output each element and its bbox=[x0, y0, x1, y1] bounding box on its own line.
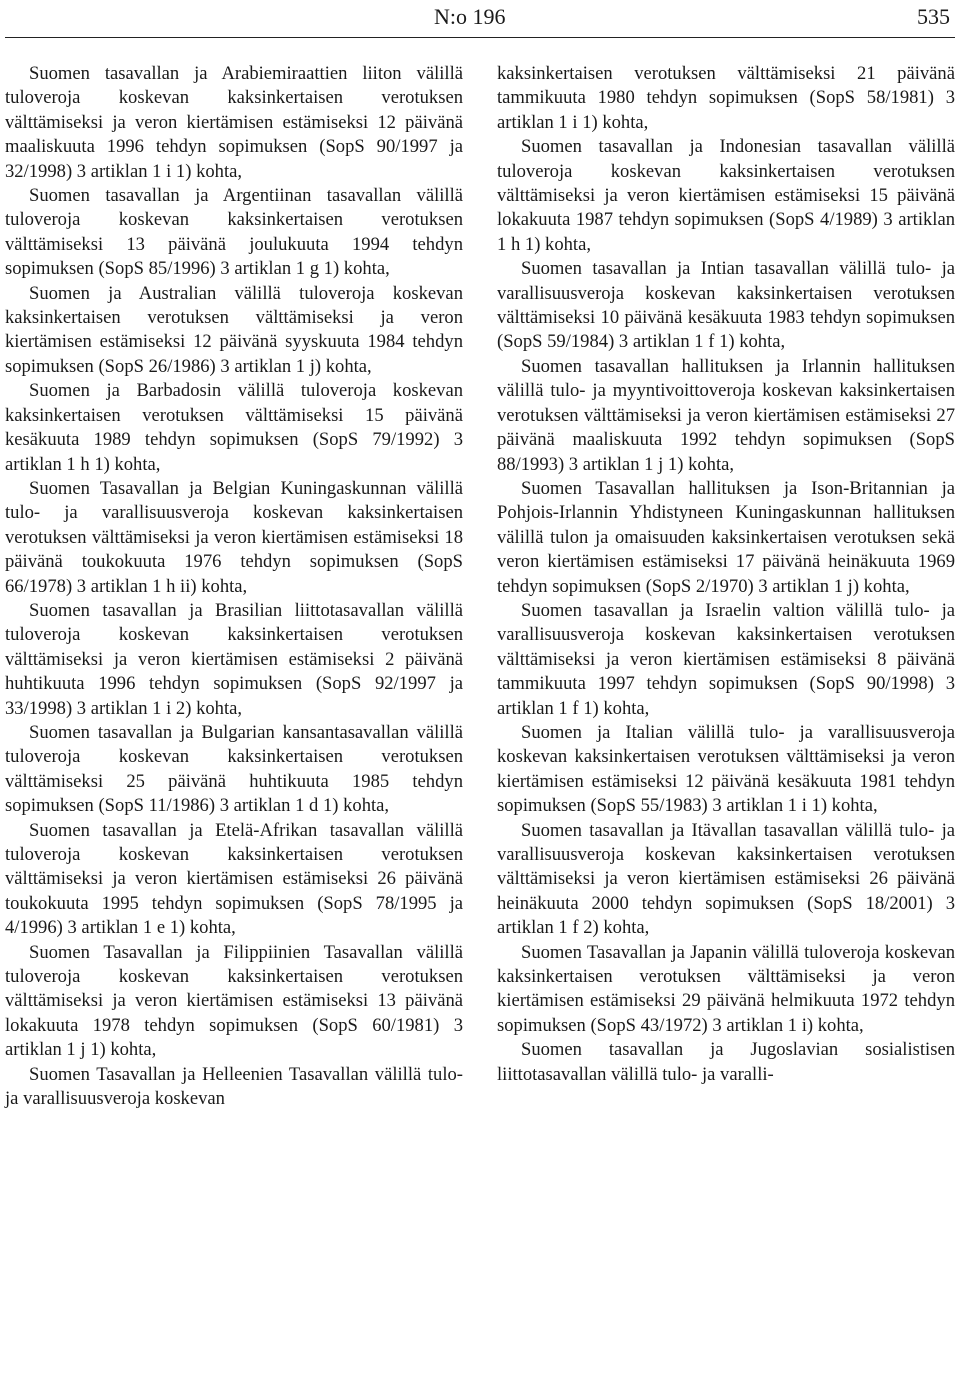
issue-number: N:o 196 bbox=[434, 4, 506, 29]
treaty-clause: Suomen tasavallan hallituksen ja Irlannin hallituksen välillä tulo- ja myyntivoittoveroja koskevan kaksinkertaisen verotuksen välttämiseksi ja veron kiertämisen estämiseksi 27 päivänä maaliskuuta 1992 tehdyn sopimuksen (SopS 88/1993) 3 artiklan 1 j 1) kohta, bbox=[497, 355, 955, 475]
treaty-clause: Suomen Tasavallan hallituksen ja Ison-Britannian ja Pohjois-Irlannin Yhdistyneen Kuningaskunnan hallituksen välillä tulon ja omaisuuden kaksinkertaisen verotuksen sekä veron kiertämisen estämiseksi 17 päivänä heinäkuuta 1969 tehdyn sopimuksen (SopS 2/1970) 3 artiklan 1 j) kohta, bbox=[497, 477, 955, 597]
running-header bbox=[0, 0, 960, 40]
header-rule bbox=[5, 37, 955, 38]
left-column bbox=[5, 62, 463, 1111]
treaty-clause: Suomen ja Barbadosin välillä tuloveroja koskevan kaksinkertaisen verotuksen välttämiseksi 15 päivänä kesäkuuta 1989 tehdyn sopimuksen (SopS 79/1992) 3 artiklan 1 h 1) kohta, bbox=[5, 380, 463, 475]
treaty-clause: Suomen tasavallan ja Indonesian tasavallan välillä tuloveroja koskevan kaksinkertaisen verotuksen välttämiseksi ja veron kiertämisen estämiseksi 15 päivänä lokakuuta 1987 tehdyn sopimuksen (SopS 4/1989) 3 artiklan 1 h 1) kohta, bbox=[497, 136, 955, 255]
treaty-clause: Suomen Tasavallan ja Belgian Kuningaskunnan välillä tulo- ja varallisuusveroja koskevan kaksinkertaisen verotuksen välttämiseksi ja veron kiertämisen estämiseksi 18 päivänä toukokuuta 1976 tehdyn sopimuksen (SopS 66/1978) 3 artiklan 1 h ii) kohta, bbox=[5, 477, 463, 597]
treaty-clause: Suomen tasavallan ja Bulgarian kansantasavallan välillä tuloveroja koskevan kaksinkertaisen verotuksen välttämiseksi 25 päivänä huhtikuuta 1985 tehdyn sopimuksen (SopS 11/1986) 3 artiklan 1 d 1) kohta, bbox=[5, 721, 463, 817]
treaty-clause: Suomen tasavallan ja Jugoslavian sosialistisen liittotasavallan välillä tulo- ja varalli- bbox=[497, 1039, 955, 1085]
page-number: 535 bbox=[917, 4, 950, 29]
right-column bbox=[497, 62, 955, 1087]
treaty-clause: Suomen ja Italian välillä tulo- ja varallisuusveroja koskevan kaksinkertaisen verotuksen välttämiseksi ja veron kiertämisen estämiseksi 12 päivänä kesäkuuta 1981 tehdyn sopimuksen (SopS 55/1983) 3 artiklan 1 i 1) kohta, bbox=[497, 721, 955, 817]
treaty-clause: Suomen tasavallan ja Itävallan tasavallan välillä tulo- ja varallisuusveroja koskevan kaksinkertaisen verotuksen välttämiseksi ja veron kiertämisen estämiseksi 26 päivänä heinäkuuta 2000 tehdyn sopimuksen (SopS 18/2001) 3 artiklan 1 f 2) kohta, bbox=[497, 819, 955, 939]
treaty-clause-continuation: kaksinkertaisen verotuksen välttämiseksi 21 päivänä tammikuuta 1980 tehdyn sopimuksen (SopS 58/1981) 3 artiklan 1 i 1) kohta, bbox=[497, 63, 955, 133]
treaty-clause: Suomen Tasavallan ja Filippiinien Tasavallan välillä tuloveroja koskevan kaksinkertaisen verotuksen välttämiseksi ja veron kiertämisen estämiseksi 13 päivänä lokakuuta 1978 tehdyn sopimuksen (SopS 60/1981) 3 artiklan 1 j 1) kohta, bbox=[5, 941, 463, 1061]
treaty-clause: Suomen tasavallan ja Argentiinan tasavallan välillä tuloveroja koskevan kaksinkertaisen verotuksen välttämiseksi 13 päivänä joulukuuta 1994 tehdyn sopimuksen (SopS 85/1996) 3 artiklan 1 g 1) kohta, bbox=[5, 185, 463, 280]
treaty-clause: Suomen Tasavallan ja Japanin välillä tuloveroja koskevan kaksinkertaisen verotuksen välttämiseksi ja veron kiertämisen estämiseksi 29 päivänä helmikuuta 1972 tehdyn sopimuksen (SopS 43/1972) 3 artiklan 1 i) kohta, bbox=[497, 941, 955, 1036]
treaty-clause: Suomen tasavallan ja Arabiemiraattien liiton välillä tuloveroja koskevan kaksinkertaisen verotuksen välttämiseksi ja veron kiertämisen estämiseksi 12 päivänä maaliskuuta 1996 tehdyn sopimuksen (SopS 90/1997 ja 32/1998) 3 artiklan 1 i 1) kohta, bbox=[5, 63, 463, 182]
treaty-clause: Suomen tasavallan ja Intian tasavallan välillä tulo- ja varallisuusveroja koskevan kaksinkertaisen verotuksen välttämiseksi 10 päivänä kesäkuuta 1983 tehdyn sopimuksen (SopS 59/1984) 3 artiklan 1 f 1) kohta, bbox=[497, 258, 955, 353]
treaty-clause: Suomen tasavallan ja Etelä-Afrikan tasavallan välillä tuloveroja koskevan kaksinkertaisen verotuksen välttämiseksi ja veron kiertämisen estämiseksi 26 päivänä toukokuuta 1995 tehdyn sopimuksen (SopS 78/1995 ja 4/1996) 3 artiklan 1 e 1) kohta, bbox=[5, 819, 463, 939]
treaty-clause: Suomen ja Australian välillä tuloveroja koskevan kaksinkertaisen verotuksen välttämiseksi ja veron kiertämisen estämiseksi 12 päivänä syyskuuta 1984 tehdyn sopimuksen (SopS 26/1986) 3 artiklan 1 j) kohta, bbox=[5, 282, 463, 377]
treaty-clause: Suomen tasavallan ja Israelin valtion välillä tulo- ja varallisuusveroja koskevan kaksinkertaisen verotuksen välttämiseksi ja veron kiertämisen estämiseksi 8 päivänä tammikuuta 1997 tehdyn sopimuksen (SopS 90/1998) 3 artiklan 1 f 1) kohta, bbox=[497, 599, 955, 719]
treaty-clause: Suomen Tasavallan ja Helleenien Tasavallan välillä tulo- ja varallisuusveroja koskevan bbox=[5, 1063, 463, 1110]
treaty-clause: Suomen tasavallan ja Brasilian liittotasavallan välillä tuloveroja koskevan kaksinkertaisen verotuksen välttämiseksi ja veron kiertämisen estämiseksi 2 päivänä huhtikuuta 1996 tehdyn sopimuksen (SopS 92/1997 ja 33/1998) 3 artiklan 1 i 2) kohta, bbox=[5, 599, 463, 719]
